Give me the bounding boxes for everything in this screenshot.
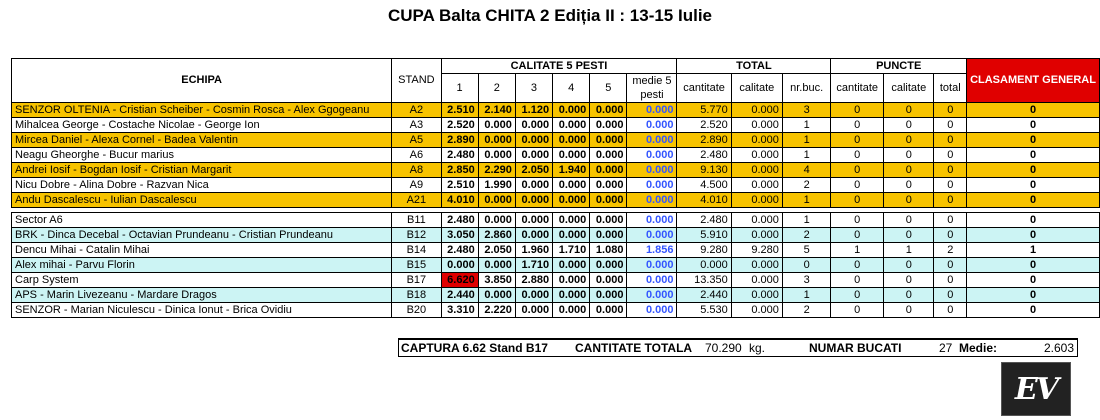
clasament-cell: 0 [967, 178, 1100, 193]
calitate-cell: 0.000 [731, 273, 782, 288]
nrbuc-cell: 1 [782, 133, 830, 148]
medie-cell: 0.000 [627, 163, 677, 178]
col-5-header: 5 [590, 74, 627, 103]
team-name-cell: Dencu Mihai - Catalin Mihai [12, 243, 392, 258]
puncte-calitate-cell: 1 [884, 243, 934, 258]
stand-cell: A5 [392, 133, 441, 148]
calitate-cell: 9.280 [731, 243, 782, 258]
calitate-cell: 0.000 [731, 193, 782, 208]
q2-cell: 2.290 [478, 163, 515, 178]
echipa-header: ECHIPA [12, 59, 392, 103]
stand-cell: A8 [392, 163, 441, 178]
cantitate-cell: 13.350 [677, 273, 731, 288]
q1-cell: 6.620 [441, 273, 478, 288]
table-row [12, 118, 1100, 133]
nrbuc-cell: 1 [782, 193, 830, 208]
cantitate-cell: 9.280 [677, 243, 731, 258]
q1-cell: 2.510 [441, 103, 478, 118]
puncte-cantitate-cell: 1 [831, 243, 884, 258]
q3-cell: 0.000 [515, 178, 552, 193]
puncte-calitate-cell: 0 [884, 118, 934, 133]
q3-cell: 0.000 [515, 228, 552, 243]
clasament-cell: 0 [967, 163, 1100, 178]
medie-cell: 1.856 [627, 243, 677, 258]
puncte-total-cell: 0 [934, 288, 967, 303]
q1-cell: 2.440 [441, 288, 478, 303]
table-row [12, 178, 1100, 193]
q1-cell: 3.050 [441, 228, 478, 243]
puncte-cantitate-cell: 0 [831, 303, 884, 318]
table-row [12, 303, 1100, 318]
nrbuc-cell: 1 [782, 213, 830, 228]
nrbuc-cell: 0 [782, 258, 830, 273]
cantitate-header: cantitate [677, 74, 731, 103]
table-row [12, 133, 1100, 148]
nrbuc-cell: 3 [782, 273, 830, 288]
q3-cell: 0.000 [515, 118, 552, 133]
q4-cell: 0.000 [553, 303, 590, 318]
q3-cell: 0.000 [515, 133, 552, 148]
calitate-header: CALITATE 5 PESTI [441, 59, 677, 74]
table-row [12, 148, 1100, 163]
puncte-cantitate-cell: 0 [831, 273, 884, 288]
q1-cell: 2.480 [441, 213, 478, 228]
puncte-total-cell: 0 [934, 193, 967, 208]
q2-cell: 2.220 [478, 303, 515, 318]
table-row [12, 273, 1100, 288]
team-name-cell: Mircea Daniel - Alexa Cornel - Badea Valentin [12, 133, 392, 148]
team-name-cell: Sector A6 [12, 213, 392, 228]
clasament-cell: 0 [967, 228, 1100, 243]
calitate-cell: 0.000 [731, 148, 782, 163]
nrbuc-cell: 2 [782, 228, 830, 243]
puncte-cantitate-cell: 0 [831, 178, 884, 193]
q1-cell: 3.310 [441, 303, 478, 318]
q4-cell: 0.000 [553, 178, 590, 193]
table-row [12, 163, 1100, 178]
q4-cell: 0.000 [553, 273, 590, 288]
q4-cell: 0.000 [553, 228, 590, 243]
table-row [12, 213, 1100, 228]
puncte-cantitate-cell: 0 [831, 213, 884, 228]
puncte-calitate-cell: 0 [884, 148, 934, 163]
puncte-cantitate-cell: 0 [831, 193, 884, 208]
q3-cell: 0.000 [515, 303, 552, 318]
q3-cell: 2.880 [515, 273, 552, 288]
q4-cell: 0.000 [553, 213, 590, 228]
team-name-cell: APS - Marin Livezeanu - Mardare Dragos [12, 288, 392, 303]
calitate-cell: 0.000 [731, 118, 782, 133]
stand-cell: B18 [392, 288, 441, 303]
q5-cell: 0.000 [590, 288, 627, 303]
medie-cell: 0.000 [627, 133, 677, 148]
nrbuc-cell: 1 [782, 118, 830, 133]
q1-cell: 2.480 [441, 243, 478, 258]
puncte-calitate-cell: 0 [884, 133, 934, 148]
numar-bucati-value: 27 [939, 341, 953, 355]
nrbuc-header: nr.buc. [782, 74, 830, 103]
puncte-total-cell: 0 [934, 228, 967, 243]
nrbuc-cell: 4 [782, 163, 830, 178]
q1-cell: 2.890 [441, 133, 478, 148]
q1-cell: 4.010 [441, 193, 478, 208]
q3-cell: 1.120 [515, 103, 552, 118]
q3-cell: 1.710 [515, 258, 552, 273]
puncte-calitate-cell: 0 [884, 288, 934, 303]
q2-cell: 0.000 [478, 118, 515, 133]
puncte-total-cell: 0 [934, 163, 967, 178]
q2-cell: 0.000 [478, 213, 515, 228]
calitate-cell: 0.000 [731, 178, 782, 193]
medie-cell: 0.000 [627, 103, 677, 118]
puncte-total-cell: 0 [934, 103, 967, 118]
puncte-calitate-cell: 0 [884, 303, 934, 318]
stand-cell: B20 [392, 303, 441, 318]
clasament-cell: 1 [967, 243, 1100, 258]
medie-cell: 0.000 [627, 148, 677, 163]
calitate-cell: 0.000 [731, 163, 782, 178]
table-row [12, 288, 1100, 303]
puncte-cantitate-header: cantitate [831, 74, 884, 103]
puncte-cantitate-cell: 0 [831, 288, 884, 303]
cantitate-cell: 2.520 [677, 118, 731, 133]
q3-cell: 2.050 [515, 163, 552, 178]
col-2-header: 2 [478, 74, 515, 103]
q2-cell: 0.000 [478, 258, 515, 273]
clasament-cell: 0 [967, 148, 1100, 163]
q1-cell: 0.000 [441, 258, 478, 273]
calitate-cell: 0.000 [731, 288, 782, 303]
table-row [12, 243, 1100, 258]
table-row [12, 103, 1100, 118]
puncte-calitate-cell: 0 [884, 258, 934, 273]
medie-cell: 0.000 [627, 258, 677, 273]
nrbuc-cell: 1 [782, 148, 830, 163]
total-header: TOTAL [677, 59, 831, 74]
clasament-header: CLASAMENT GENERAL [967, 59, 1100, 103]
team-name-cell: Andrei Iosif - Bogdan Iosif - Cristian Margarit [12, 163, 392, 178]
q5-cell: 0.000 [590, 273, 627, 288]
cantitate-cell: 2.440 [677, 288, 731, 303]
team-name-cell: BRK - Dinca Decebal - Octavian Prundeanu - Cristian Prundeanu [12, 228, 392, 243]
clasament-cell: 0 [967, 303, 1100, 318]
q5-cell: 0.000 [590, 103, 627, 118]
puncte-total-header: total [934, 74, 967, 103]
medie-cell: 0.000 [627, 178, 677, 193]
nrbuc-cell: 2 [782, 303, 830, 318]
cantitate-cell: 4.500 [677, 178, 731, 193]
medie-header: medie 5 pesti [627, 74, 677, 103]
q1-cell: 2.480 [441, 148, 478, 163]
puncte-cantitate-cell: 0 [831, 133, 884, 148]
cantitate-cell: 2.480 [677, 213, 731, 228]
col-3-header: 3 [515, 74, 552, 103]
puncte-total-cell: 0 [934, 273, 967, 288]
table-row [12, 228, 1100, 243]
calitate-cell: 0.000 [731, 133, 782, 148]
puncte-calitate-cell: 0 [884, 178, 934, 193]
puncte-total-cell: 0 [934, 258, 967, 273]
calitate-cell: 0.000 [731, 103, 782, 118]
page-title: CUPA Balta CHITA 2 Ediția II : 13-15 Iulie [387, 6, 712, 25]
q2-cell: 1.990 [478, 178, 515, 193]
nrbuc-cell: 3 [782, 103, 830, 118]
q5-cell: 0.000 [590, 118, 627, 133]
q5-cell: 0.000 [590, 228, 627, 243]
q3-cell: 1.960 [515, 243, 552, 258]
clasament-cell: 0 [967, 258, 1100, 273]
q5-cell: 0.000 [590, 303, 627, 318]
q2-cell: 0.000 [478, 148, 515, 163]
team-name-cell: Nicu Dobre - Alina Dobre - Razvan Nica [12, 178, 392, 193]
medie-cell: 0.000 [627, 213, 677, 228]
q5-cell: 1.080 [590, 243, 627, 258]
q2-cell: 3.850 [478, 273, 515, 288]
cantitate-cell: 2.480 [677, 148, 731, 163]
cantitate-cell: 9.130 [677, 163, 731, 178]
stand-cell: A9 [392, 178, 441, 193]
nrbuc-cell: 1 [782, 288, 830, 303]
stand-cell: B12 [392, 228, 441, 243]
q1-cell: 2.510 [441, 178, 478, 193]
q5-cell: 0.000 [590, 163, 627, 178]
puncte-cantitate-cell: 0 [831, 103, 884, 118]
q2-cell: 0.000 [478, 193, 515, 208]
stand-header: STAND [392, 59, 441, 103]
ev-logo-text: EV [1014, 371, 1058, 407]
puncte-calitate-cell: 0 [884, 163, 934, 178]
cantitate-totala-value: 70.290 [705, 341, 742, 355]
q5-cell: 0.000 [590, 148, 627, 163]
medie-cell: 0.000 [627, 303, 677, 318]
q5-cell: 0.000 [590, 258, 627, 273]
nrbuc-cell: 5 [782, 243, 830, 258]
q4-cell: 0.000 [553, 133, 590, 148]
calitate-cell: 0.000 [731, 258, 782, 273]
puncte-total-cell: 0 [934, 118, 967, 133]
clasament-cell: 0 [967, 273, 1100, 288]
puncte-calitate-cell: 0 [884, 213, 934, 228]
puncte-total-cell: 0 [934, 148, 967, 163]
stand-cell: A21 [392, 193, 441, 208]
table-row [12, 193, 1100, 208]
team-name-cell: Carp System [12, 273, 392, 288]
puncte-cantitate-cell: 0 [831, 163, 884, 178]
nrbuc-cell: 2 [782, 178, 830, 193]
q4-cell: 0.000 [553, 103, 590, 118]
q5-cell: 0.000 [590, 213, 627, 228]
q4-cell: 0.000 [553, 193, 590, 208]
q2-cell: 0.000 [478, 288, 515, 303]
clasament-cell: 0 [967, 118, 1100, 133]
cantitate-cell: 5.530 [677, 303, 731, 318]
clasament-cell: 0 [967, 133, 1100, 148]
summary-bar [398, 338, 1078, 357]
calitate-cell: 0.000 [731, 303, 782, 318]
puncte-calitate-cell: 0 [884, 273, 934, 288]
cantitate-cell: 2.890 [677, 133, 731, 148]
q5-cell: 0.000 [590, 133, 627, 148]
team-name-cell: SENZOR OLTENIA - Cristian Scheiber - Cosmin Rosca - Alex Ggogeanu [12, 103, 392, 118]
medie-value: 2.603 [1043, 341, 1074, 355]
stand-cell: B17 [392, 273, 441, 288]
cantitate-totala-label: CANTITATE TOTALA [575, 341, 693, 355]
puncte-calitate-cell: 0 [884, 228, 934, 243]
puncte-total-cell: 0 [934, 178, 967, 193]
cantitate-unit: kg. [749, 341, 766, 355]
clasament-cell: 0 [967, 213, 1100, 228]
table-row [12, 258, 1100, 273]
q3-cell: 0.000 [515, 213, 552, 228]
puncte-cantitate-cell: 0 [831, 258, 884, 273]
q3-cell: 0.000 [515, 288, 552, 303]
calitate-cell: 0.000 [731, 228, 782, 243]
stand-cell: A2 [392, 103, 441, 118]
results-table [11, 58, 1100, 318]
captura-text: CAPTURA 6.62 Stand B17 [401, 341, 548, 355]
puncte-total-cell: 0 [934, 133, 967, 148]
puncte-total-cell: 2 [934, 243, 967, 258]
col-4-header: 4 [553, 74, 590, 103]
puncte-calitate-cell: 0 [884, 103, 934, 118]
medie-cell: 0.000 [627, 118, 677, 133]
stand-cell: A6 [392, 148, 441, 163]
clasament-cell: 0 [967, 288, 1100, 303]
puncte-calitate-header: calitate [884, 74, 934, 103]
puncte-total-cell: 0 [934, 213, 967, 228]
q4-cell: 0.000 [553, 288, 590, 303]
stand-cell: B15 [392, 258, 441, 273]
team-name-cell: Neagu Gheorghe - Bucur marius [12, 148, 392, 163]
medie-cell: 0.000 [627, 193, 677, 208]
q2-cell: 0.000 [478, 133, 515, 148]
medie-cell: 0.000 [627, 273, 677, 288]
team-name-cell: Alex mihai - Parvu Florin [12, 258, 392, 273]
puncte-cantitate-cell: 0 [831, 148, 884, 163]
q2-cell: 2.050 [478, 243, 515, 258]
team-name-cell: Mihalcea George - Costache Nicolae - George Ion [12, 118, 392, 133]
q2-cell: 2.140 [478, 103, 515, 118]
medie-cell: 0.000 [627, 228, 677, 243]
puncte-header: PUNCTE [831, 59, 967, 74]
calitate-cell: 0.000 [731, 213, 782, 228]
team-name-cell: SENZOR - Marian Niculescu - Dinica Ionut - Brica Ovidiu [12, 303, 392, 318]
q5-cell: 0.000 [590, 193, 627, 208]
ev-logo [1001, 362, 1071, 416]
cantitate-cell: 5.770 [677, 103, 731, 118]
q3-cell: 0.000 [515, 193, 552, 208]
q4-cell: 0.000 [553, 118, 590, 133]
puncte-calitate-cell: 0 [884, 193, 934, 208]
stand-cell: A3 [392, 118, 441, 133]
q4-cell: 0.000 [553, 258, 590, 273]
stand-cell: B11 [392, 213, 441, 228]
cantitate-cell: 4.010 [677, 193, 731, 208]
q2-cell: 2.860 [478, 228, 515, 243]
cantitate-cell: 5.910 [677, 228, 731, 243]
puncte-total-cell: 0 [934, 303, 967, 318]
medie-label: Medie: [959, 341, 998, 355]
team-name-cell: Andu Dascalescu - Iulian Dascalescu [12, 193, 392, 208]
clasament-cell: 0 [967, 193, 1100, 208]
q4-cell: 1.710 [553, 243, 590, 258]
puncte-cantitate-cell: 0 [831, 228, 884, 243]
medie-cell: 0.000 [627, 288, 677, 303]
puncte-cantitate-cell: 0 [831, 118, 884, 133]
q4-cell: 1.940 [553, 163, 590, 178]
clasament-cell: 0 [967, 103, 1100, 118]
stand-cell: B14 [392, 243, 441, 258]
numar-bucati-label: NUMAR BUCATI [809, 341, 902, 355]
q5-cell: 0.000 [590, 178, 627, 193]
cantitate-cell: 0.000 [677, 258, 731, 273]
calitate-total-header: calitate [731, 74, 782, 103]
q1-cell: 2.850 [441, 163, 478, 178]
q3-cell: 0.000 [515, 148, 552, 163]
q4-cell: 0.000 [553, 148, 590, 163]
q1-cell: 2.520 [441, 118, 478, 133]
col-1-header: 1 [441, 74, 478, 103]
